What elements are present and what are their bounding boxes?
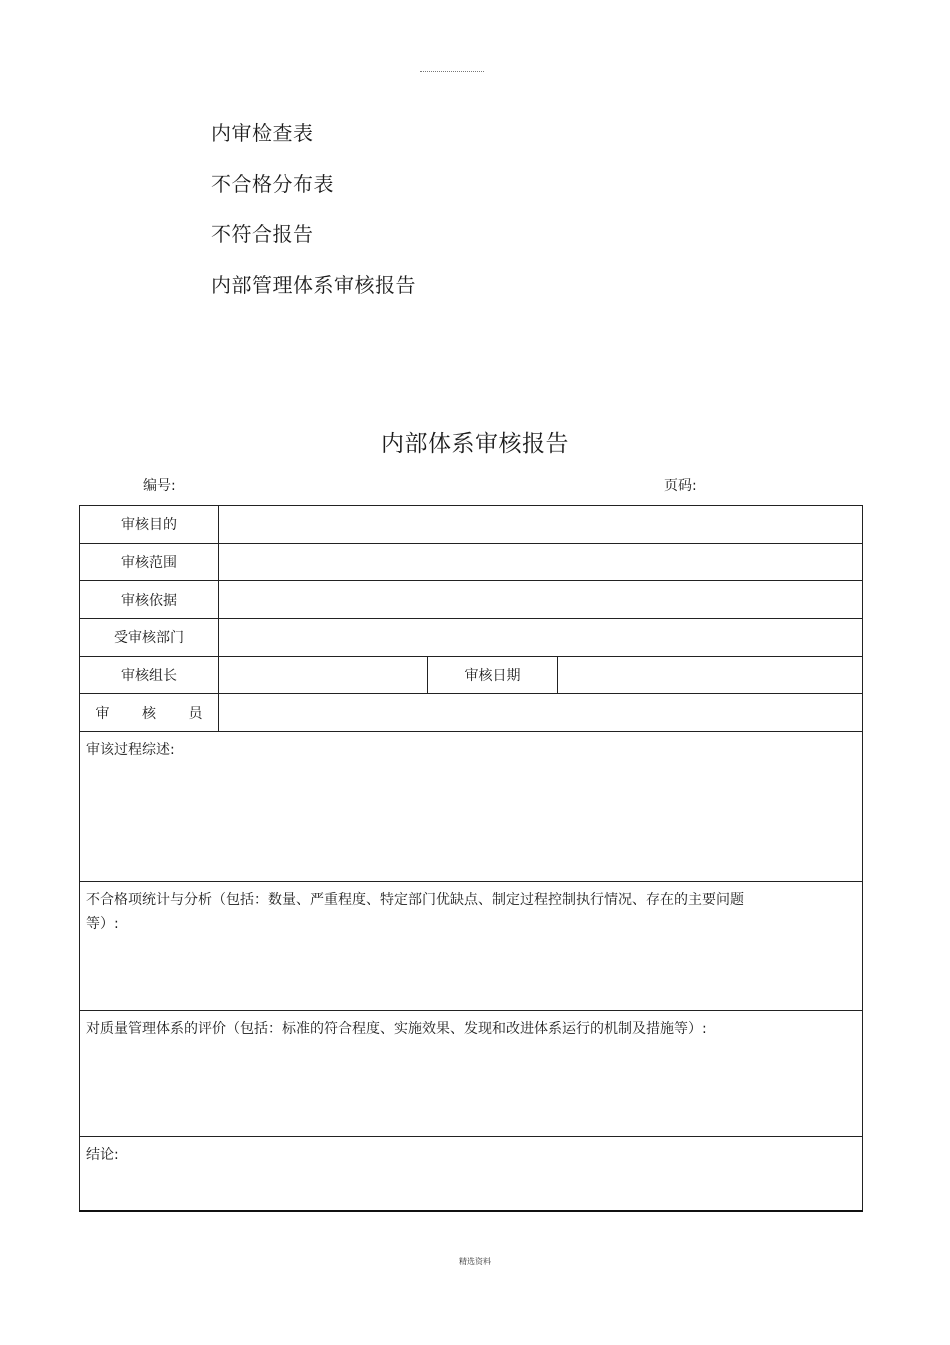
nonconformity-analysis-label: 不合格项统计与分析（包括：数量、严重程度、特定部门优缺点、制定过程控制执行情况、存在的主要问题等）: bbox=[86, 892, 744, 933]
audit-basis-field[interactable] bbox=[219, 581, 863, 619]
audit-date-label: 审核日期 bbox=[428, 656, 558, 694]
form-row bbox=[80, 543, 863, 581]
report-title: 内部体系审核报告 bbox=[381, 431, 569, 457]
audit-leader-field[interactable] bbox=[219, 656, 428, 694]
audit-scope-field[interactable] bbox=[219, 543, 863, 581]
auditor-label bbox=[80, 694, 219, 732]
audit-leader-label: 审核组长 bbox=[80, 656, 219, 694]
doc-list-item: 内部管理体系审核报告 bbox=[211, 272, 416, 297]
audited-department-field[interactable] bbox=[219, 619, 863, 657]
audited-department-label: 受审核部门 bbox=[80, 619, 219, 657]
process-summary-section[interactable] bbox=[80, 732, 863, 882]
audit-basis-label: 审核依据 bbox=[80, 581, 219, 619]
conclusion-section[interactable] bbox=[80, 1137, 863, 1211]
form-row bbox=[80, 656, 863, 694]
doc-list-item: 不符合报告 bbox=[211, 222, 314, 246]
audit-date-field[interactable] bbox=[558, 656, 863, 694]
qms-evaluation-section[interactable] bbox=[80, 1011, 863, 1137]
form-row bbox=[80, 1137, 863, 1211]
form-row bbox=[80, 619, 863, 657]
doc-list-item: 不合格分布表 bbox=[211, 171, 334, 196]
auditor-label-text: 审 核 员 bbox=[95, 705, 217, 722]
top-dotted-line bbox=[420, 71, 484, 72]
footer-text: 精选资料 bbox=[459, 1257, 491, 1266]
audit-report-form bbox=[79, 505, 863, 1212]
qms-evaluation-label: 对质量管理体系的评价（包括：标准的符合程度、实施效果、发现和改进体系运行的机制及措施等）: bbox=[86, 1021, 707, 1038]
conclusion-label: 结论: bbox=[86, 1147, 119, 1164]
form-row bbox=[80, 732, 863, 882]
form-row bbox=[80, 506, 863, 544]
form-row bbox=[80, 694, 863, 732]
audit-purpose-field[interactable] bbox=[219, 506, 863, 544]
auditor-field[interactable] bbox=[219, 694, 863, 732]
page-label: 页码: bbox=[664, 478, 697, 494]
document-list bbox=[211, 118, 416, 320]
form-row bbox=[80, 882, 863, 1011]
process-summary-label: 审该过程综述: bbox=[86, 742, 175, 759]
doc-list-item: 内审检查表 bbox=[211, 121, 314, 145]
audit-scope-label: 审核范围 bbox=[80, 543, 219, 581]
nonconformity-analysis-section[interactable] bbox=[80, 882, 863, 1011]
form-row bbox=[80, 581, 863, 619]
number-label: 编号: bbox=[143, 478, 176, 494]
audit-purpose-label: 审核目的 bbox=[80, 506, 219, 544]
form-row bbox=[80, 1011, 863, 1137]
